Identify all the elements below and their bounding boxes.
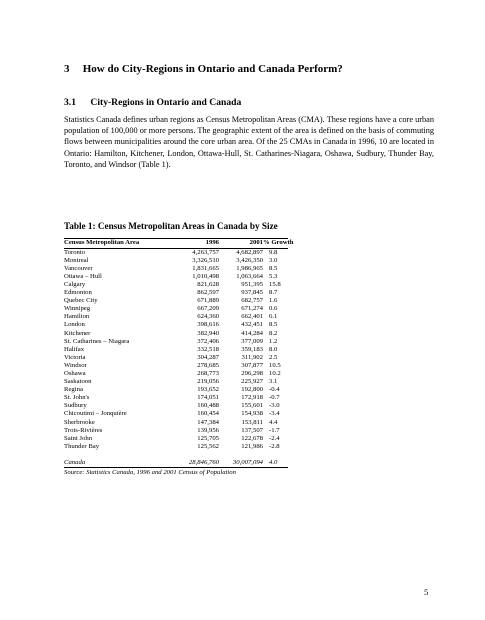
cell-growth: -1.7	[269, 426, 280, 434]
cell-cma: Quebec City	[64, 297, 98, 305]
table-row	[64, 313, 288, 321]
cell-cma: Winnipeg	[64, 305, 91, 313]
table-row	[64, 265, 288, 273]
cell-1996: 332,518	[197, 345, 219, 353]
cell-2001: 154,938	[241, 410, 263, 418]
header-1996: 1996	[205, 239, 219, 246]
cell-2001: 307,877	[241, 361, 263, 369]
table-caption: Table 1: Census Metropolitan Areas in Canada by Size	[64, 221, 278, 231]
cell-cma: Thunder Bay	[64, 442, 100, 450]
cell-2001: 172,918	[241, 394, 263, 402]
table-source: Source: Statistics Canada, 1996 and 2001 Census of Population	[64, 469, 236, 477]
cell-growth: 3.0	[269, 256, 278, 264]
table-row	[64, 354, 288, 362]
cell-growth: 4.4	[269, 418, 278, 426]
cell-cma: Kitchener	[64, 329, 91, 337]
cell-growth: -2.4	[269, 434, 280, 442]
cell-2001: 3,426,350	[236, 256, 263, 264]
table-row	[64, 362, 288, 370]
cell-1996: 125,562	[197, 442, 219, 450]
table-row	[64, 443, 288, 451]
cell-growth: 1.2	[269, 337, 278, 345]
cell-2001: 671,274	[241, 305, 263, 313]
cell-2001: 121,986	[241, 442, 263, 450]
cell-1996: 278,685	[197, 361, 219, 369]
page-number: 5	[424, 587, 429, 597]
cell-cma: Halifax	[64, 345, 85, 353]
table-row	[64, 330, 288, 338]
cell-growth: 8.2	[269, 329, 278, 337]
cell-cma: Hamilton	[64, 313, 90, 321]
subsection-heading	[64, 97, 444, 108]
cell-1996: 821,628	[197, 280, 219, 288]
cell-1996: 382,940	[197, 329, 219, 337]
cell-2001: 937,845	[241, 289, 263, 297]
cell-1996: 1,010,498	[192, 272, 219, 280]
table-row	[64, 257, 288, 265]
cell-growth: 8.7	[269, 289, 278, 297]
total-growth: 4.0	[269, 458, 278, 466]
cell-cma: Montreal	[64, 256, 89, 264]
cell-2001: 414,284	[241, 329, 263, 337]
section-title: How do City-Regions in Ontario and Canada Perform?	[82, 63, 343, 75]
cell-1996: 174,051	[197, 394, 219, 402]
cell-2001: 951,395	[241, 280, 263, 288]
table-header-row	[64, 239, 294, 249]
cell-growth: 15.8	[269, 280, 281, 288]
table-total-row	[64, 459, 288, 468]
cell-cma: Saskatoon	[64, 378, 92, 386]
header-cma: Census Metropolitan Area	[64, 239, 140, 246]
total-name: Canada	[64, 458, 86, 466]
table-row	[64, 410, 288, 418]
cell-1996: 193,652	[197, 386, 219, 394]
cell-growth: 8.5	[269, 321, 278, 329]
cell-2001: 1,986,965	[236, 264, 263, 272]
cell-cma: Trois-Rivières	[64, 426, 103, 434]
table-row	[64, 297, 288, 305]
cell-2001: 662,401	[241, 313, 263, 321]
cell-cma: Sudbury	[64, 402, 87, 410]
table-row	[64, 435, 288, 443]
cell-1996: 219,056	[197, 378, 219, 386]
subsection-number: 3.1	[64, 97, 76, 108]
cell-growth: 5.3	[269, 272, 278, 280]
cell-2001: 122,678	[241, 434, 263, 442]
cell-cma: Windsor	[64, 361, 87, 369]
cell-1996: 147,384	[197, 418, 219, 426]
table-row	[64, 289, 288, 297]
subsection-title: City-Regions in Ontario and Canada	[90, 97, 242, 108]
cell-2001: 682,757	[241, 297, 263, 305]
cell-2001: 432,451	[241, 321, 263, 329]
cell-1996: 268,773	[197, 370, 219, 377]
cell-1996: 125,705	[197, 434, 219, 442]
table-row	[64, 281, 288, 289]
cell-1996: 139,956	[197, 426, 219, 434]
cell-1996: 3,326,510	[192, 256, 219, 264]
cell-growth: 1.6	[269, 297, 278, 305]
cell-2001: 192,800	[241, 386, 263, 394]
table-row	[64, 370, 288, 378]
cell-growth: 0.6	[269, 305, 278, 313]
cell-growth: 8.5	[269, 264, 278, 272]
cell-cma: St. Catharines – Niagara	[64, 337, 130, 345]
cell-2001: 155,601	[241, 402, 263, 410]
cell-2001: 225,927	[241, 378, 263, 386]
cell-1996: 667,209	[197, 305, 219, 313]
table-body	[64, 249, 288, 451]
total-1996: 28,846,760	[188, 458, 219, 466]
cell-cma: Calgary	[64, 280, 86, 288]
table-row	[64, 273, 288, 281]
table-row	[64, 386, 288, 394]
cell-1996: 398,616	[197, 321, 219, 329]
cell-growth: 10.2	[269, 370, 281, 377]
cell-2001: 1,063,664	[236, 272, 263, 280]
cell-growth: -3.0	[269, 402, 280, 410]
cell-2001: 311,902	[241, 353, 263, 361]
table-row	[64, 249, 288, 257]
cell-1996: 862,597	[197, 289, 219, 297]
table-row	[64, 346, 288, 354]
cell-growth: 6.1	[269, 313, 278, 321]
cell-growth: -0.7	[269, 394, 280, 402]
section-heading	[64, 63, 444, 75]
table-row	[64, 378, 288, 386]
table-row	[64, 394, 288, 402]
cell-2001: 4,682,897	[236, 248, 263, 256]
cell-cma: St. John's	[64, 394, 90, 402]
cell-cma: Edmonton	[64, 289, 92, 297]
cell-growth: 8.0	[269, 345, 278, 353]
table-row	[64, 427, 288, 435]
cell-1996: 624,360	[197, 313, 219, 321]
cell-1996: 1,831,665	[192, 264, 219, 272]
cell-2001: 359,183	[241, 345, 263, 353]
cell-cma: Sherbrooke	[64, 418, 95, 426]
cell-1996: 160,454	[197, 410, 219, 418]
cell-1996: 372,406	[197, 337, 219, 345]
cell-cma: Regina	[64, 386, 83, 394]
cell-2001: 137,507	[241, 426, 263, 434]
body-paragraph: Statistics Canada defines urban regions as Census Metropolitan Areas (CMA). These regions have a core urban population of 100,000 or more persons. The geographic extent of the area is defined on the basis of commuting flows between municipalities around the core urban area. Of the 25 CMAs in Canada in 1996, 10 are located in Ontario: Hamilton, Kitchener, London, Ottawa-Hull, St. Catharines-Niagara, Oshawa, Sudbury, Thunder Bay, Toronto, and Windsor (Table 1).	[64, 115, 434, 169]
cell-growth: 9.8	[269, 248, 278, 256]
cell-cma: Oshawa	[64, 370, 86, 377]
cell-growth: -3.4	[269, 410, 280, 418]
header-2001: 2001	[249, 239, 263, 246]
cell-growth: 10.5	[269, 361, 281, 369]
cell-1996: 4,263,757	[192, 248, 219, 256]
cell-growth: 2.5	[269, 353, 278, 361]
cell-cma: Victoria	[64, 353, 86, 361]
table-row	[64, 419, 288, 427]
cell-cma: Ottawa – Hull	[64, 272, 102, 280]
header-growth: % Growth	[263, 239, 294, 246]
cell-2001: 296,298	[241, 370, 263, 377]
cma-table	[64, 238, 294, 477]
cell-1996: 160,488	[197, 402, 219, 410]
cell-2001: 377,009	[241, 337, 263, 345]
cell-cma: Saint John	[64, 434, 93, 442]
cell-cma: London	[64, 321, 85, 329]
cell-cma: Vancouver	[64, 264, 93, 272]
table-row	[64, 402, 288, 410]
cell-cma: Toronto	[64, 248, 86, 256]
cell-growth: 3.1	[269, 378, 278, 386]
table-row	[64, 305, 288, 313]
total-2001: 30,007,094	[232, 458, 263, 466]
table-row	[64, 338, 288, 346]
cell-growth: -0.4	[269, 386, 280, 394]
table-row	[64, 321, 288, 329]
cell-1996: 671,889	[197, 297, 219, 305]
section-number: 3	[64, 63, 70, 75]
table-spacer	[64, 451, 288, 459]
cell-1996: 304,287	[197, 353, 219, 361]
cell-2001: 153,811	[241, 418, 263, 426]
cell-growth: -2.8	[269, 442, 280, 450]
cell-cma: Chicoutimi – Jonquière	[64, 410, 127, 418]
